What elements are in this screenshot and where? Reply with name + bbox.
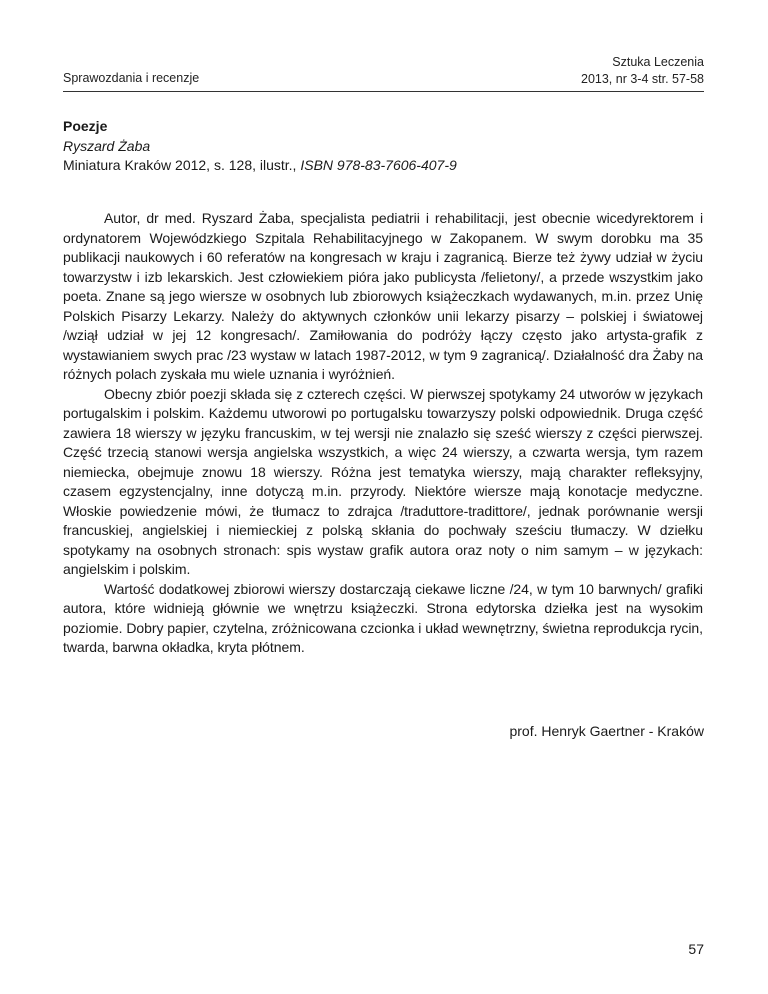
book-citation <box>63 117 704 176</box>
journal-title: Sztuka Leczenia <box>612 55 704 69</box>
paragraph: Obecny zbiór poezji składa się z czterech części. W pierwszej spotykamy 24 utworów w językach portugalskim i polskim. Każdemu utworowi po portugalsku towarzyszy polski odpowiednik. Druga część zawiera 18 wierszy w języku francuskim, w tej wersji nie znalazło się sześć wierszy z części pierwszej. Część trzecią stanowi wersja angielska wszystkich, a więc 24 wierszy, a czwarta wersja, tym razem niemiecka, obejmuje znowu 18 wierszy. Różna jest tematyka wierszy, mają charakter refleksyjny, czasem egzystencjalny, inne dotyczą m.in. przyrody. Niektóre wiersze mają konotacje medyczne. Włoskie powiedzenie mówi, że tłumacz to zdrajca /traduttore-tradittore/, jednak porównanie wersji francuskiej, angielskiej i niemieckiej z polską skłania do pochwały sześciu tłumaczy. W dziełku spotykamy na osobnych stronach: spis wystaw grafik autora oraz noty o nim samym – w językach: angielskim i polskim. <box>63 385 703 577</box>
page-number: 57 <box>688 941 704 957</box>
journal-info <box>581 54 704 88</box>
book-publisher-info: Miniatura Kraków 2012, s. 128, ilustr., <box>63 157 301 173</box>
paragraph: Wartość dodatkowej zbiorowi wierszy dostarczają ciekawe liczne /24, w tym 10 barwnych/ grafiki autora, które widnieją głównie we wnętrzu książeczki. Strona edytorska dziełka jest na wysokim poziomie. Dobry papier, czytelna, zróżnicowana czcionka i układ wewnętrzny, świetna reprodukcja rycin, twarda, barwna okładka, kryta płótnem. <box>63 580 703 655</box>
book-publisher-line <box>63 156 704 176</box>
paragraph: Autor, dr med. Ryszard Żaba, specjalista pediatrii i rehabilitacji, jest obecnie wicedyrektorem i ordynatorem Wojewódzkiego Szpitala Rehabilitacyjnego w Zakopanem. W swym dorobku ma 35 publikacji naukowych i 60 referatów na kongresach w kraju i zagranicą. Bierze też żywy udział w życiu towarzystw i izb lekarskich. Jest człowiekiem pióra jako publicysta /felietony/, a przede wszystkim jako poeta. Znane są jego wiersze w osobnych lub zbiorowych książeczkach wydawanych, m.in. przez Unię Polskich Pisarzy Lekarzy. Należy do aktywnych członków unii lekarzy pisarzy – polskiej i światowej /wziął udział w jej 12 kongresach/. Zamiłowania do podróży łączy często jako artysta-grafik z wystawianiem swych prac /23 wystaw w latach 1987-2012, w tym 9 zagranicą/. Działalność dra Żaby na różnych polach zyskała mu wiele uznania i wyróżnień. <box>63 210 703 382</box>
review-body <box>63 209 703 658</box>
reviewer-signature: prof. Henryk Gaertner - Kraków <box>509 723 704 739</box>
header-divider <box>63 91 704 92</box>
section-label: Sprawozdania i recenzje <box>63 71 200 85</box>
book-title: Poezje <box>63 118 108 134</box>
book-author: Ryszard Żaba <box>63 137 151 154</box>
journal-issue: 2013, nr 3-4 str. 57-58 <box>581 72 704 86</box>
book-isbn: ISBN 978-83-7606-407-9 <box>300 157 457 173</box>
